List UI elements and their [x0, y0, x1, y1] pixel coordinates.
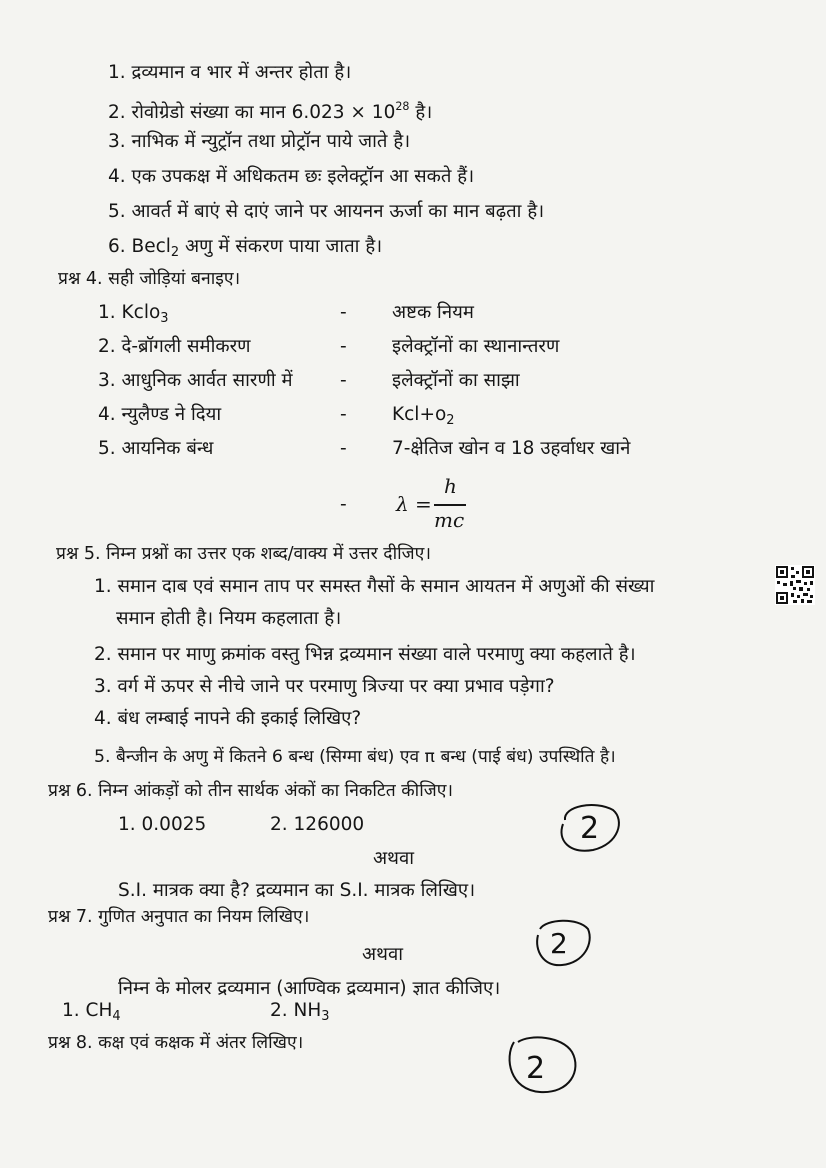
statement-6-tail: अणु में संकरण पाया जाता है।: [179, 236, 383, 257]
statement-6-subscript: 2: [170, 244, 180, 260]
q7-option-2-subscript: 3: [321, 1008, 330, 1024]
q4-right-3: इलेक्ट्रॉनों का साझा: [392, 370, 520, 391]
statement-5: 5. आवर्त में बाएं से दाएं जाने पर आयनन ऊर्जा का मान बढ़ता है।: [108, 201, 545, 222]
marks-q8: 2: [526, 1051, 546, 1086]
q4-right-2: इलेक्ट्रॉनों का स्थानान्तरण: [392, 336, 560, 357]
marks-circle-q8: [500, 1032, 584, 1098]
marks-circle-q7: [532, 915, 594, 971]
q4-left-3: 3. आधुनिक आर्वत सारणी में: [98, 370, 293, 391]
fraction-bar: [434, 504, 466, 506]
q4-dash-5: -: [340, 438, 347, 459]
statement-2: [108, 94, 432, 126]
q5-heading: प्रश्न 5. निम्न प्रश्नों का उत्तर एक शब्द/वाक्य में उत्तर दीजिए।: [56, 544, 431, 564]
q5-item-2: 2. समान पर माणु क्रमांक वस्तु भिन्न द्रव्यमान संख्या वाले परमाणु क्या कहलाते है।: [94, 644, 636, 665]
q6-option-2: 2. 126000: [270, 814, 365, 835]
q4-dash-1: -: [340, 302, 347, 323]
q7-option-2-text: 2. NH: [270, 1000, 322, 1021]
q6-heading: प्रश्न 6. निम्न आंकड़ों को तीन सार्थक अंकों का निकटित कीजिए।: [48, 781, 454, 801]
statement-2-tail: है।: [409, 101, 433, 123]
formula-lhs: λ =: [396, 492, 432, 516]
q4-left-4: 4. न्युलैण्ड ने दिया: [98, 404, 222, 425]
statement-3: 3. नाभिक में न्युट्रॉन तथा प्रोट्रॉन पाये जाते है।: [108, 131, 411, 152]
statement-6: [108, 234, 382, 266]
q5-item-1-cont: समान होती है। नियम कहलाता है।: [116, 608, 342, 629]
q4-dash-3: -: [340, 370, 347, 391]
q7-alt-question: निम्न के मोलर द्रव्यमान (आण्विक द्रव्यमान) ज्ञात कीजिए।: [118, 978, 501, 999]
q4-dash-2: -: [340, 336, 347, 357]
q7-heading: प्रश्न 7. गुणित अनुपात का नियम लिखिए।: [48, 907, 310, 927]
marks-q7: 2: [550, 927, 568, 960]
q6-or: अथवा: [373, 848, 415, 869]
statement-4: 4. एक उपकक्ष में अधिकतम छः इलेक्ट्रॉन आ सकते हैं।: [108, 166, 475, 187]
q4-right-4: [392, 402, 455, 434]
q4-left-2: 2. दे-ब्रॉगली समीकरण: [98, 336, 251, 357]
de-broglie-formula: [396, 474, 476, 534]
q5-item-5: 5. बैन्जीन के अणु में कितने 6 बन्ध (सिग्मा बंध) एव π बन्ध (पाई बंध) उपस्थिति है।: [94, 747, 616, 767]
q5-item-1: 1. समान दाब एवं समान ताप पर समस्त गैसों के समान आयतन में अणुओं की संख्या: [94, 576, 655, 597]
statement-2-text: 2. रोवोग्रेडो संख्या का मान 6.023 × 10: [108, 101, 396, 123]
q4-left-1-subscript: 3: [160, 310, 169, 326]
q6-alt-question: S.I. मात्रक क्या है? द्रव्यमान का S.I. मात्रक लिखिए।: [118, 880, 476, 901]
q8-heading: प्रश्न 8. कक्ष एवं कक्षक में अंतर लिखिए।: [48, 1033, 304, 1053]
qr-code-icon: [775, 565, 815, 605]
formula-denominator: mc: [434, 508, 465, 532]
marks-circle-q6: [555, 798, 625, 856]
statement-6-text: 6. Becl: [108, 236, 171, 257]
q4-right-5: 7-क्षेतिज खोन व 18 उहर्वाधर खाने: [392, 438, 631, 459]
q6-option-1: 1. 0.0025: [118, 814, 207, 835]
q7-option-2: [270, 998, 330, 1030]
q5-item-3: 3. वर्ग में ऊपर से नीचे जाने पर परमाणु त्रिज्या पर क्या प्रभाव पड़ेगा?: [94, 676, 555, 697]
q5-item-4: 4. बंध लम्बाई नापने की इकाई लिखिए?: [94, 708, 362, 729]
statement-1: 1. द्रव्यमान व भार में अन्तर होता है।: [108, 62, 352, 83]
statement-2-exponent: 28: [395, 100, 410, 113]
q7-or: अथवा: [362, 944, 404, 965]
q4-left-1: [98, 300, 169, 332]
q7-option-1: [62, 998, 121, 1030]
formula-numerator: h: [444, 474, 457, 498]
q4-left-5: 5. आयनिक बंन्ध: [98, 438, 214, 459]
q4-heading: प्रश्न 4. सही जोड़ियां बनाइए।: [58, 269, 241, 289]
q4-right-1: अष्टक नियम: [392, 302, 474, 323]
q4-right-4-text: Kcl+o: [392, 404, 447, 425]
q7-option-1-text: 1. CH: [62, 1000, 113, 1021]
q4-dash-4: -: [340, 404, 347, 425]
q7-option-1-subscript: 4: [112, 1008, 121, 1024]
q4-dash-6: -: [340, 494, 347, 515]
q4-right-4-subscript: 2: [446, 412, 455, 428]
q4-left-1-text: 1. Kclo: [98, 302, 161, 323]
marks-q6: 2: [580, 811, 600, 846]
